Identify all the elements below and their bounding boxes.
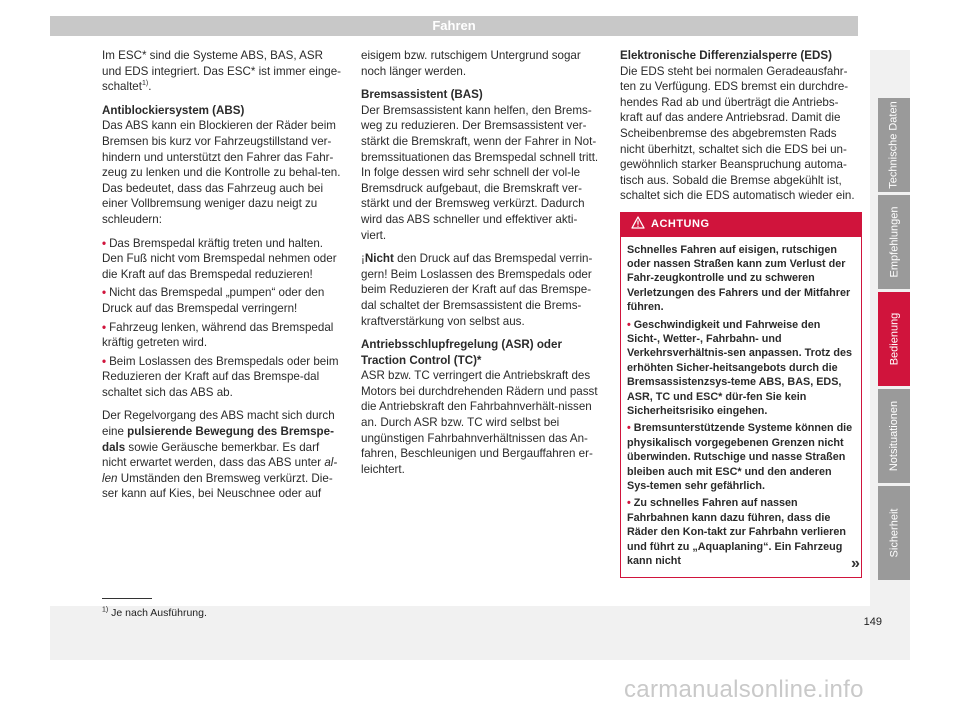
asr-heading: Antriebsschlupfregelung (ASR) oder Traction Control (TC)* <box>361 338 562 367</box>
bullet-icon: • <box>627 318 631 331</box>
eds-heading: Elektronische Differenzialsperre (EDS) <box>620 49 832 62</box>
footnote-ref[interactable]: 1) <box>141 80 149 88</box>
watermark: carmanualsonline.info <box>624 676 864 703</box>
bas-heading: Bremsassistent (BAS) <box>361 88 483 102</box>
tab-label: Technische Daten <box>888 101 901 189</box>
warning-header <box>621 213 861 237</box>
tab-notsituationen[interactable] <box>878 389 910 483</box>
intro-paragraph <box>102 48 342 95</box>
page-header: Fahren <box>50 16 858 36</box>
intro-text: Im ESC* sind die Systeme ABS, BAS, ASR und EDS integriert. Das ESC* ist immer einge-schaltet <box>102 49 342 94</box>
rv-text-bold: pulsierende Bewegung des Bremspe-dals <box>102 425 334 454</box>
rv-text-b: sowie Geräusche bemerkbar. Es darf nicht erwartet werden, dass das ABS unter <box>102 440 325 470</box>
tab-label: Notsituationen <box>888 400 901 472</box>
tab-label: Empfehlungen <box>888 206 901 278</box>
column-2 <box>361 48 601 485</box>
bullet-icon: • <box>627 422 631 435</box>
nicht-paragraph <box>361 251 601 329</box>
column-3 <box>620 48 860 578</box>
warning-bullet: Geschwindigkeit und Fahrweise den Sicht-, Wetter-, Fahrbahn- und Verkehrsverhältnis-sen anpassen. Trotz des erhöhten Sicher-heitsangebots durch die Bremsassistenzsys-teme ABS, BAS, EDS, ASR, TC und ESC* dür-fen Sie kein Sicherheitsrisiko eingehen. <box>627 318 853 417</box>
list-item <box>627 318 855 419</box>
rv-text-c: Umständen den Bremsweg verkürzt. Die-ser kann auf Kies, bei Neuschnee oder auf <box>102 471 333 501</box>
bullet-text: Beim Loslassen des Bremspedals oder beim Reduzieren der Kraft auf das Bremspe-dal schaltet sich das ABS ab. <box>102 354 339 399</box>
warning-bullet: Bremsunterstützende Systeme können die physikalisch vorgegebenen Grenzen nicht überwinden. Rutschige und nasse Straßen bleiben auch mit ESC* und den anderen Sys-temen sehr gefährlich. <box>627 422 853 493</box>
tab-sicherheit[interactable] <box>878 486 910 580</box>
intro-end: . <box>148 80 152 94</box>
page-number: 149 <box>863 616 882 628</box>
warning-triangle-icon <box>631 216 645 229</box>
chapter-tabs <box>878 98 910 583</box>
list-item <box>627 421 855 493</box>
warning-bullet: Zu schnelles Fahren auf nassen Fahrbahnen kann dazu führen, dass die Räder den Kon-takt zur Fahrbahn verlieren und führt zu „Aquaplaning“. Ein Fahrzeug kann nicht <box>627 497 846 568</box>
asr-text: ASR bzw. TC verringert die Antriebskraft des Motors bei durchdrehenden Rädern und passt die Antriebskraft den Fahrbahnverhält-nissen an. Durch ASR bzw. TC wird selbst bei ungünstigen Fahrbahnverhältnissen das An-fahren, Beschleunigen und Bergauffahren er-leichtert. <box>361 369 598 476</box>
regelvorgang-paragraph <box>102 408 342 502</box>
warning-body <box>621 237 861 578</box>
bullet-icon: • <box>102 236 107 250</box>
tab-bedienung[interactable] <box>878 292 910 386</box>
footnote-text: Je nach Ausführung. <box>111 607 207 619</box>
nicht-text: den Druck auf das Bremspedal verrin-gern! Beim Loslassen des Bremspedals oder beim Reduzieren der Kraft auf das Bremspe-dal schaltet der Bremsassistent die Brems-kraftverstärkung von selbst aus. <box>361 252 593 328</box>
list-item <box>102 236 342 283</box>
warning-box <box>620 212 862 579</box>
warning-title: ACHTUNG <box>651 217 710 230</box>
tab-empfehlungen[interactable] <box>878 195 910 289</box>
bullet-text: Das Bremspedal kräftig treten und halten. Den Fuß nicht vom Bremspedal nehmen oder die Kraft auf das Bremspedal reduzieren! <box>102 236 337 281</box>
bullet-icon: • <box>102 320 107 334</box>
continued-text: eisigem bzw. rutschigem Untergrund sogar noch länger werden. <box>361 49 581 78</box>
abs-heading: Antiblockiersystem (ABS) <box>102 103 245 117</box>
list-item <box>102 285 342 316</box>
warning-intro: Schnelles Fahren auf eisigen, rutschigen oder nassen Straßen kann zum Verlust der Fahr-zeugkontrolle und zu schweren Verletzungen des Fahrers und der Mitfahrer führen. <box>627 243 851 314</box>
list-item <box>102 320 342 351</box>
tab-label: Sicherheit <box>888 508 901 558</box>
list-item <box>627 496 855 568</box>
bullet-text: Nicht das Bremspedal „pumpen“ oder den Druck auf das Bremspedal verringern! <box>102 286 325 315</box>
column-1 <box>102 48 342 510</box>
bullet-icon: • <box>102 286 107 300</box>
bullet-icon: • <box>102 354 107 368</box>
nicht-bold: Nicht <box>364 252 394 266</box>
list-item <box>102 354 342 401</box>
footnote-divider <box>102 598 152 599</box>
abs-text: Das ABS kann ein Blockieren der Räder beim Bremsen bis kurz vor Fahrzeugstillstand ver-hindern und unterstützt den Fahrer das Fahr-zeug zu lenken und die Kontrolle zu behal-ten. Das bedeutet, dass das Fahrzeug auch bei einer Vollbremsung weniger dazu neigt zu schleudern: <box>102 119 341 226</box>
rv-text-italic: al-len <box>102 456 338 485</box>
tab-technische-daten[interactable] <box>878 98 910 192</box>
nicht-pre: ¡ <box>361 252 365 266</box>
footnote-marker: 1) <box>102 606 109 614</box>
footnote <box>102 607 207 619</box>
tab-label: Bedienung <box>888 312 901 366</box>
rv-text-a: Der Regelvorgang des ABS macht sich durch eine <box>102 409 335 439</box>
bas-text: Der Bremsassistent kann helfen, den Brems-weg zu reduzieren. Der Bremsassistent ver-stärkt die Bremskraft, wenn der Fahrer in Not-bremssituationen das Bremspedal schnell tritt. In folge dessen wird sehr schnell der vol-le Bremsdruck aufgebaut, die Bremskraft ver-stärkt und der Bremsweg verkürzt. Dadurch wird das ABS schneller und effektiver akti-viert. <box>361 103 599 242</box>
continue-arrow-icon[interactable]: » <box>851 555 860 572</box>
bullet-text: Fahrzeug lenken, während das Bremspedal kräftig getreten wird. <box>102 320 334 350</box>
bullet-icon: • <box>627 497 631 510</box>
eds-text: Die EDS steht bei normalen Geradeausfahr-ten zu Verfügung. EDS bremst ein durchdre-hendes Rad ab und überträgt die Antriebs-kraft auf das andere Antriebsrad. Damit die Scheibenbremse des abgebremsten Rads nicht überhitzt, schaltet sich die EDS bei un-gewöhnlich starker Beanspruchung automa-tisch aus. Sobald die Bremse abgekühlt ist, schaltet sich die EDS automatisch wieder ein. <box>620 64 855 203</box>
